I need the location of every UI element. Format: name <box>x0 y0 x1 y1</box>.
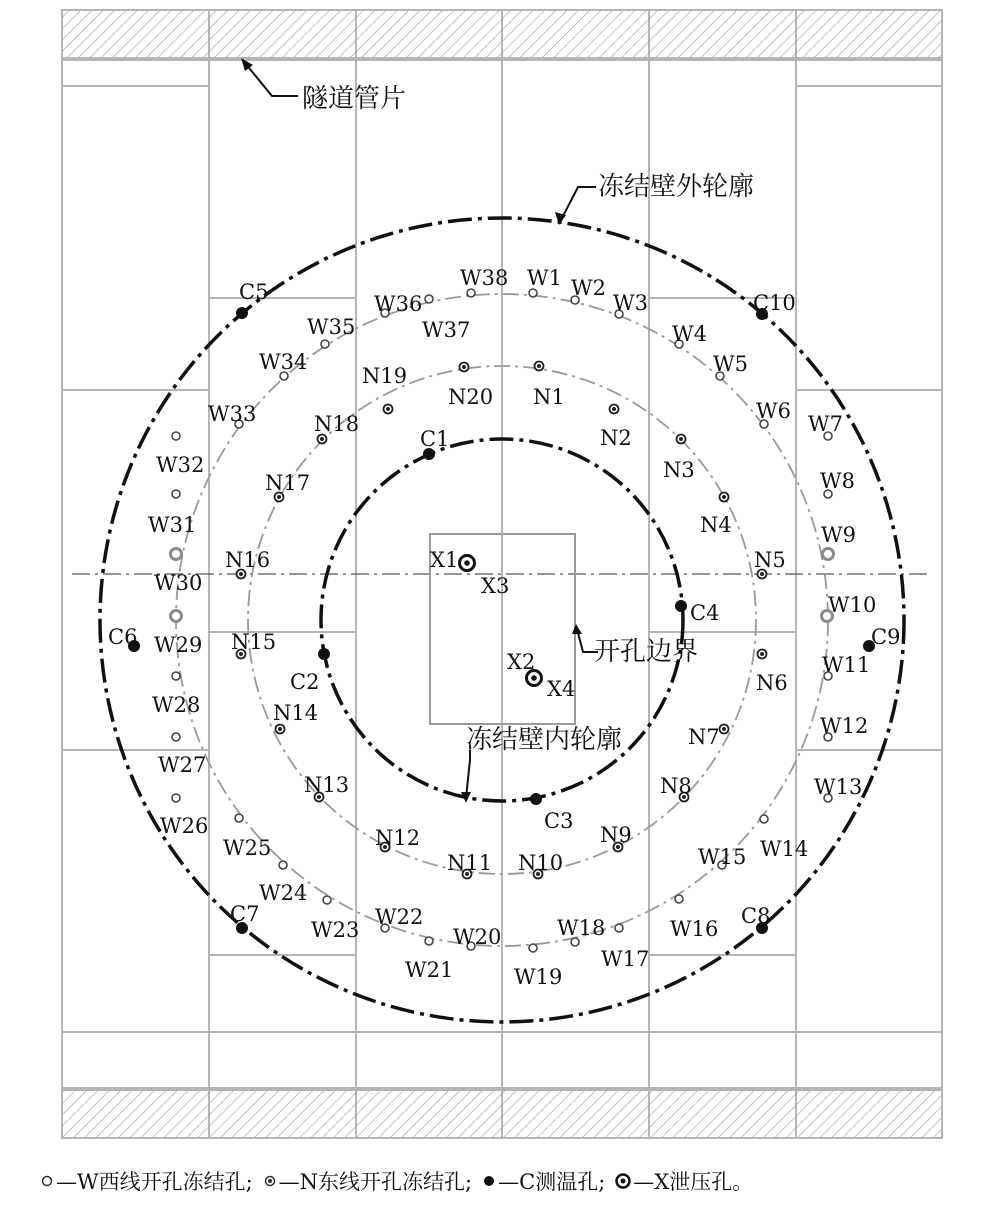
label-w8: W8 <box>820 469 855 493</box>
label-outer-contour: 冻结壁外轮廓 <box>598 172 755 202</box>
top-segment-band <box>62 10 942 58</box>
marker-n7 <box>720 725 729 734</box>
marker-w35 <box>321 340 329 348</box>
marker-w23 <box>323 896 331 904</box>
marker-w17 <box>615 924 623 932</box>
marker-w26 <box>172 794 180 802</box>
label-c7: C7 <box>230 902 260 926</box>
label-n1: N1 <box>533 385 565 409</box>
marker-c4 <box>675 600 687 612</box>
label-w11: W11 <box>822 653 871 677</box>
marker-w14 <box>760 815 768 823</box>
legend-item-temp <box>482 1166 605 1196</box>
legend-item-east <box>263 1166 472 1196</box>
label-w1: W1 <box>527 266 562 290</box>
marker-w24 <box>279 861 287 869</box>
marker-n2 <box>610 405 619 414</box>
label-w6: W6 <box>756 399 791 423</box>
relief-hole-symbol-icon <box>615 1173 631 1189</box>
marker-w27 <box>172 733 180 741</box>
label-n10: N10 <box>518 851 564 875</box>
label-c8: C8 <box>741 904 771 928</box>
label-n20: N20 <box>448 385 494 409</box>
label-w20: W20 <box>453 925 502 949</box>
label-w17: W17 <box>601 947 650 971</box>
label-w25: W25 <box>223 836 272 860</box>
marker-x1 <box>460 556 475 571</box>
label-w22: W22 <box>375 905 424 929</box>
marker-w30 <box>171 549 182 560</box>
label-n8: N8 <box>660 774 692 798</box>
label-w2: W2 <box>571 276 606 300</box>
label-n16: N16 <box>225 548 271 572</box>
label-w23: W23 <box>311 918 360 942</box>
label-n5: N5 <box>754 548 786 572</box>
label-n2: N2 <box>600 426 632 450</box>
label-w38: W38 <box>460 266 509 290</box>
label-inner-contour: 冻结壁内轮廓 <box>466 725 623 755</box>
label-n4: N4 <box>700 513 732 537</box>
label-w15: W15 <box>698 845 747 869</box>
label-w10: W10 <box>828 593 877 617</box>
label-x2: X2 <box>507 650 536 674</box>
east-hole-symbol-icon <box>263 1174 277 1188</box>
label-n9: N9 <box>600 823 632 847</box>
legend-item-west <box>40 1166 253 1196</box>
label-w26: W26 <box>160 814 209 838</box>
label-w33: W33 <box>208 402 257 426</box>
marker-w37 <box>425 295 433 303</box>
label-w7: W7 <box>808 412 843 436</box>
legend <box>40 1163 990 1199</box>
marker-n6 <box>758 650 767 659</box>
label-w9: W9 <box>821 523 856 547</box>
label-x4: X4 <box>547 677 576 701</box>
label-w4: W4 <box>672 322 707 346</box>
label-w18: W18 <box>557 916 606 940</box>
legend-item-relief <box>615 1166 753 1196</box>
marker-w21 <box>425 937 433 945</box>
label-w19: W19 <box>514 965 563 989</box>
label-w31: W31 <box>148 513 197 537</box>
label-w13: W13 <box>814 775 863 799</box>
marker-c5 <box>236 307 248 319</box>
label-w12: W12 <box>820 714 869 738</box>
temp-hole-symbol-icon <box>482 1174 496 1188</box>
label-n12: N12 <box>375 826 421 850</box>
marker-n4 <box>720 493 729 502</box>
marker-w28 <box>172 672 180 680</box>
label-c3: C3 <box>544 809 574 833</box>
marker-w38 <box>467 289 475 297</box>
label-n7: N7 <box>688 725 720 749</box>
label-w36: W36 <box>374 292 423 316</box>
label-w14: W14 <box>760 837 809 861</box>
legend-west-text: —W西线开孔冻结孔; <box>56 1170 253 1194</box>
label-c6: C6 <box>108 625 138 649</box>
label-w5: W5 <box>713 352 748 376</box>
marker-w1 <box>529 289 537 297</box>
label-w21: W21 <box>405 958 454 982</box>
label-w35: W35 <box>307 315 356 339</box>
label-n19: N19 <box>362 364 408 388</box>
label-x1: X1 <box>430 548 459 572</box>
label-n17: N17 <box>265 471 311 495</box>
marker-w29 <box>171 611 182 622</box>
label-n13: N13 <box>304 773 350 797</box>
marker-w25 <box>235 814 243 822</box>
bottom-segment-band <box>62 1090 942 1138</box>
label-c4: C4 <box>690 601 720 625</box>
label-c2: C2 <box>290 670 320 694</box>
label-n3: N3 <box>663 458 695 482</box>
marker-w9 <box>823 549 834 560</box>
label-n14: N14 <box>273 701 319 725</box>
label-n18: N18 <box>314 412 360 436</box>
marker-w16 <box>675 895 683 903</box>
label-opening-boundary: 开孔边界 <box>594 637 699 667</box>
label-w32: W32 <box>156 453 205 477</box>
label-w3: W3 <box>613 291 648 315</box>
legend-relief-text: —X泄压孔。 <box>633 1170 754 1194</box>
west-hole-symbol-icon <box>40 1174 54 1188</box>
marker-w32 <box>172 432 180 440</box>
marker-n3 <box>677 435 686 444</box>
label-w29: W29 <box>154 633 203 657</box>
marker-w19 <box>529 944 537 952</box>
label-w24: W24 <box>259 881 308 905</box>
legend-east-text: —N东线开孔冻结孔; <box>278 1170 473 1194</box>
label-w37: W37 <box>422 318 471 342</box>
marker-c3 <box>530 793 542 805</box>
label-c10: C10 <box>753 291 796 315</box>
marker-n1 <box>535 362 544 371</box>
hole-labels <box>108 266 900 989</box>
label-tunnel-segment: 隧道管片 <box>302 84 407 114</box>
label-c9: C9 <box>871 625 901 649</box>
marker-n14 <box>276 725 285 734</box>
legend-temp-text: —C测温孔; <box>498 1170 606 1194</box>
label-w28: W28 <box>152 693 201 717</box>
label-w16: W16 <box>670 917 719 941</box>
marker-w31 <box>172 490 180 498</box>
label-x3: X3 <box>481 574 510 598</box>
label-c5: C5 <box>239 280 269 304</box>
label-n6: N6 <box>756 671 788 695</box>
label-w27: W27 <box>158 753 207 777</box>
label-w34: W34 <box>259 350 308 374</box>
marker-c2 <box>318 648 330 660</box>
marker-n20 <box>460 363 469 372</box>
label-c1: C1 <box>420 427 450 451</box>
label-n15: N15 <box>231 630 277 654</box>
label-n11: N11 <box>447 851 493 875</box>
marker-n19 <box>384 405 393 414</box>
label-w30: W30 <box>154 571 203 595</box>
